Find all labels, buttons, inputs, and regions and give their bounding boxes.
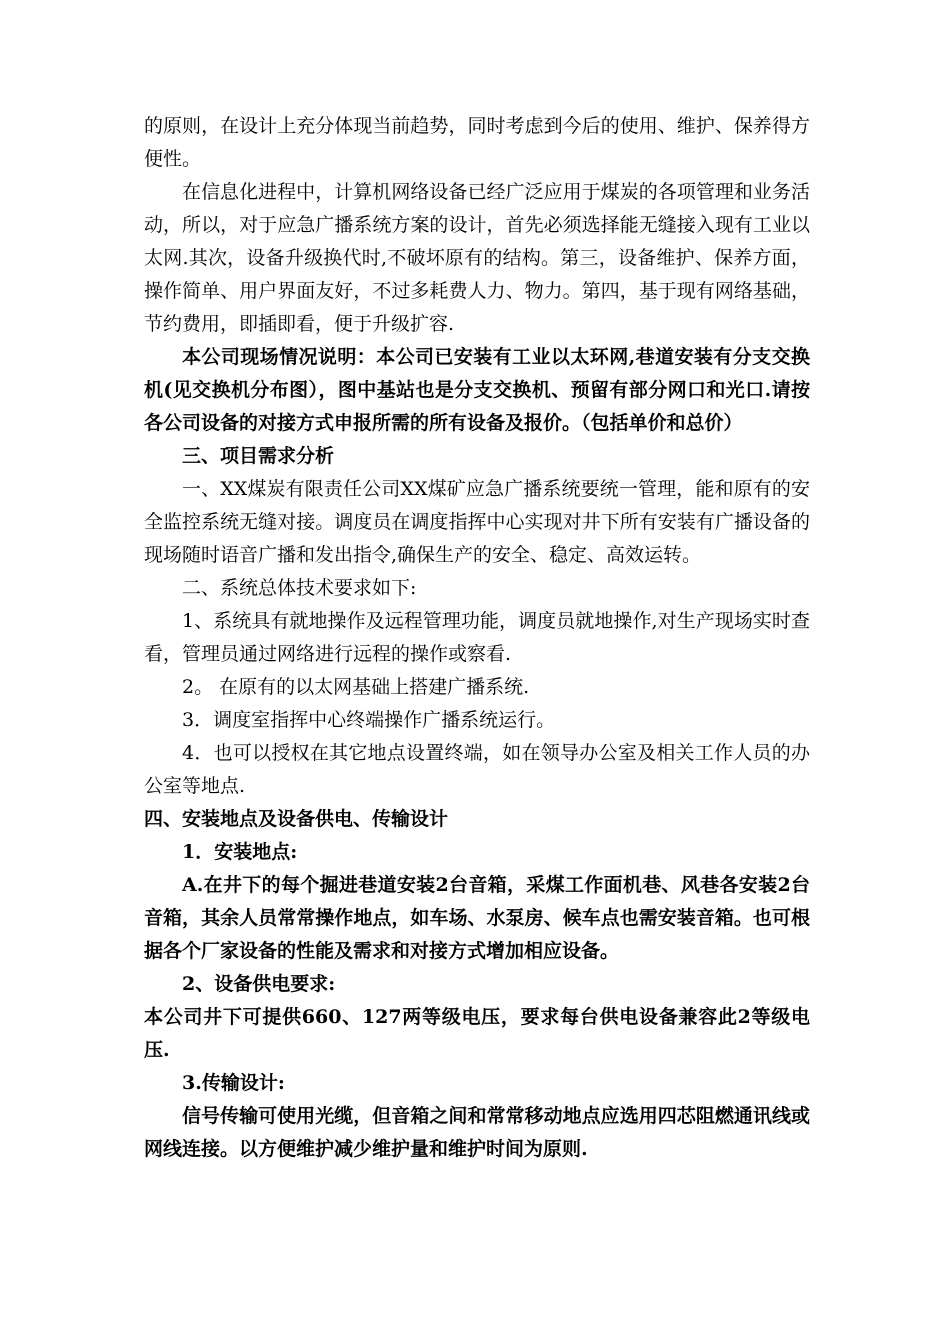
paragraph-item-2: 2。 在原有的以太网基础上搭建广播系统. [182, 676, 530, 698]
paragraph-install-location: A.在井下的每个掘进巷道安装2台音箱，采煤工作面机巷、风巷各安装2台音箱，其余人员常常操作地点，如车场、水泵房、候车点也需安装音箱。也可根据各个厂家设备的性能及需求和对接方式增加相应设备。 [144, 874, 810, 962]
paragraph-site-description: 本公司现场情况说明：本公司已安装有工业以太环网,巷道安装有分支交换机(见交换机分布图），图中基站也是分支交换机、预留有部分网口和光口.请按各公司设备的对接方式申报所需的所有设备及报价。（包括单价和总价） [144, 346, 810, 434]
paragraph-continuation: 的原则，在设计上充分体现当前趋势，同时考虑到今后的使用、维护、保养得方便性。 [144, 115, 810, 170]
paragraph-power-supply: 本公司井下可提供660、127两等级电压，要求每台供电设备兼容此2等级电压. [144, 1006, 810, 1061]
paragraph-network-design: 在信息化进程中，计算机网络设备已经广泛应用于煤炭的各项管理和业务活动，所以，对于应急广播系统方案的设计，首先必须选择能无缝接入现有工业以太网.其次，设备升级换代时,不破坏原有的结构。第三，设备维护、保养方面，操作简单、用户界面友好，不过多耗费人力、物力。第四，基于现有网络基础，节约费用，即插即看，便于升级扩容. [144, 181, 810, 335]
subheading-install-location: 1．安装地点: [182, 841, 298, 863]
paragraph-item-4: 4．也可以授权在其它地点设置终端，如在领导办公室及相关工作人员的办公室等地点. [144, 742, 810, 797]
section-heading-4: 四、安装地点及设备供电、传输设计 [144, 808, 449, 830]
paragraph-item-3: 3．调度室指挥中心终端操作广播系统运行。 [182, 709, 556, 731]
section-heading-3: 三、项目需求分析 [182, 445, 335, 467]
paragraph-requirement-2-heading: 二、系统总体技术要求如下: [182, 577, 417, 599]
paragraph-transmission: 信号传输可使用光缆，但音箱之间和常常移动地点应选用四芯阻燃通讯线或网线连接。以方便维护减少维护量和维护时间为原则. [144, 1105, 810, 1160]
subheading-power-supply: 2、设备供电要求: [182, 973, 336, 995]
paragraph-requirement-1: 一、XX煤炭有限责任公司XX煤矿应急广播系统要统一管理，能和原有的安全监控系统无缝对接。调度员在调度指挥中心实现对井下所有安装有广播设备的现场随时语音广播和发出指令,确保生产的安全、稳定、高效运转。 [144, 478, 810, 566]
subheading-transmission: 3.传输设计: [182, 1072, 285, 1094]
paragraph-item-1: 1、系统具有就地操作及远程管理功能，调度员就地操作,对生产现场实时查看，管理员通过网络进行远程的操作或察看. [144, 610, 810, 665]
